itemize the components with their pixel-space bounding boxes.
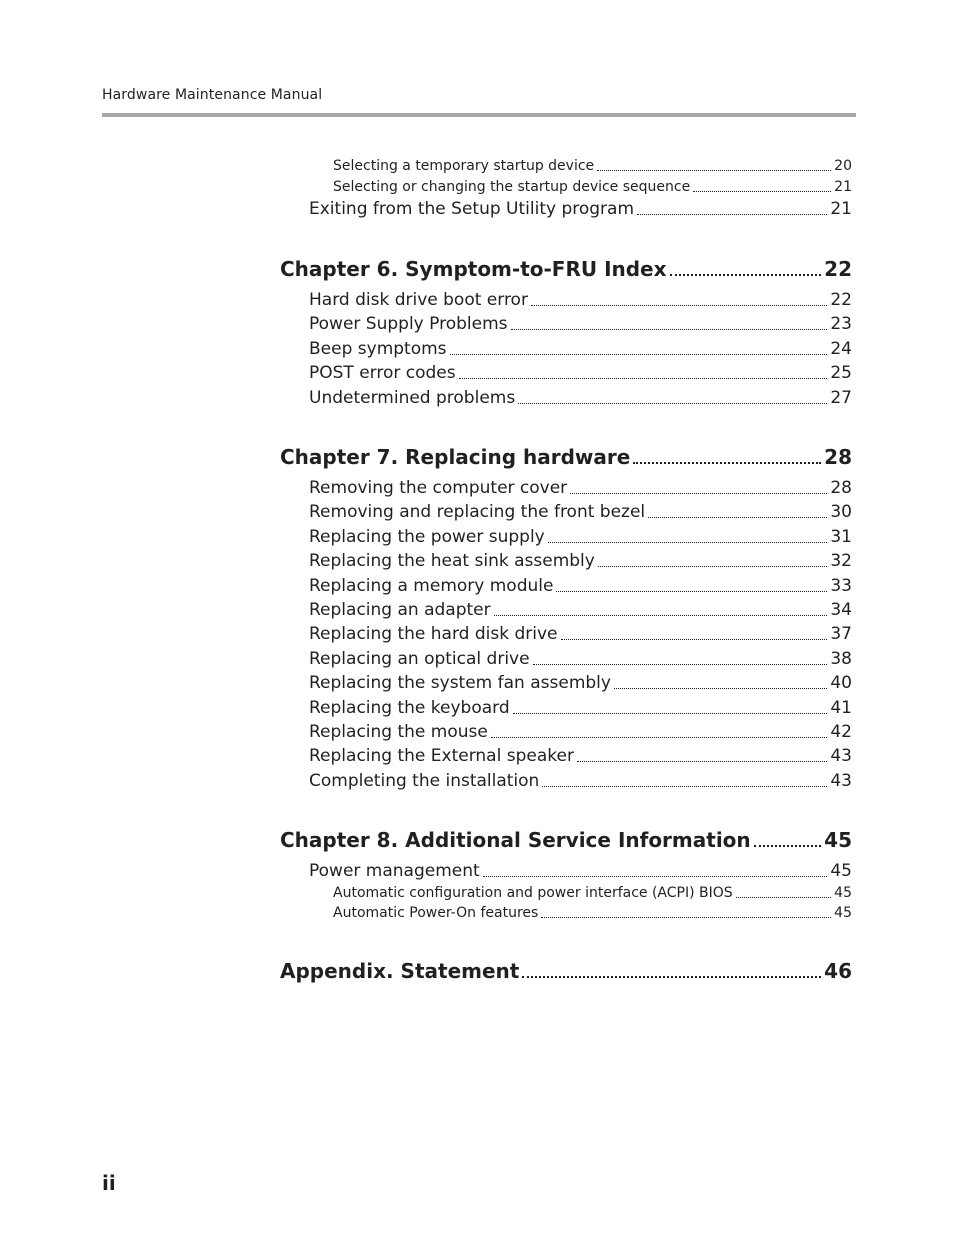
toc-entry-title: Automatic Power-On features [333, 905, 539, 921]
toc-entry-page: 43 [830, 771, 852, 791]
toc-entry[interactable] [309, 551, 852, 571]
dot-leader [548, 541, 828, 543]
toc-entry[interactable] [333, 885, 852, 901]
dot-leader [531, 304, 827, 306]
toc-entry-page: 31 [830, 527, 852, 547]
dot-leader [561, 638, 828, 640]
toc-entry-page: 34 [830, 600, 852, 620]
toc-entry[interactable] [309, 527, 852, 547]
toc-entry[interactable] [333, 158, 852, 174]
toc-entry-page: 43 [830, 746, 852, 766]
toc-entry-title: Completing the installation [309, 771, 540, 791]
toc-entry-title: Selecting or changing the startup device sequence [333, 179, 691, 195]
toc-entry-page: 27 [830, 388, 852, 408]
toc-entry-page: 30 [830, 502, 852, 522]
toc-entry-page: 28 [824, 445, 852, 469]
dot-leader [450, 353, 828, 355]
toc-entry[interactable] [333, 179, 852, 195]
toc-entry-title: Replacing the External speaker [309, 746, 574, 766]
toc-entry-title: Replacing a memory module [309, 576, 554, 596]
toc-entry-title: POST error codes [309, 363, 456, 383]
toc-entry-title: Replacing the keyboard [309, 698, 510, 718]
dot-leader [542, 785, 827, 787]
toc-entry[interactable] [309, 722, 852, 742]
header-rule [102, 113, 856, 117]
toc-entry-page: 21 [834, 179, 852, 195]
dot-leader [522, 975, 821, 978]
toc-entry-page: 21 [830, 199, 852, 219]
toc-entry-title: Selecting a temporary startup device [333, 158, 595, 174]
dot-leader [648, 516, 827, 518]
toc-chapter-entry[interactable] [280, 828, 852, 852]
dot-leader [513, 712, 828, 714]
toc-entry[interactable] [309, 478, 852, 498]
toc-entry-title: Replacing an adapter [309, 600, 491, 620]
dot-leader [614, 687, 827, 689]
toc-entry-title: Beep symptoms [309, 339, 447, 359]
toc-entry-title: Removing and replacing the front bezel [309, 502, 646, 522]
dot-leader [494, 614, 828, 616]
toc-entry[interactable] [309, 698, 852, 718]
toc-chapter-entry[interactable] [280, 959, 852, 983]
toc-entry-page: 20 [834, 158, 852, 174]
toc-entry[interactable] [309, 388, 852, 408]
toc-entry-page: 46 [824, 959, 852, 983]
toc-entry[interactable] [309, 314, 852, 334]
toc-entry-title: Replacing an optical drive [309, 649, 530, 669]
dot-leader [597, 169, 831, 171]
toc-entry[interactable] [309, 576, 852, 596]
toc-entry[interactable] [309, 502, 852, 522]
dot-leader [754, 844, 822, 847]
toc-entry-title: Chapter 7. Replacing hardware [280, 445, 631, 469]
toc-entry-page: 42 [830, 722, 852, 742]
toc-entry[interactable] [309, 339, 852, 359]
toc-entry-title: Appendix. Statement [280, 959, 520, 983]
toc-entry-title: Chapter 6. Symptom-to-FRU Index [280, 257, 667, 281]
toc-entry-page: 22 [830, 290, 852, 310]
toc-entry-title: Replacing the system fan assembly [309, 673, 611, 693]
toc-entry[interactable] [333, 905, 852, 921]
running-header: Hardware Maintenance Manual [102, 87, 323, 103]
dot-leader [511, 328, 828, 330]
toc-entry-page: 45 [830, 861, 852, 881]
toc-entry-title: Replacing the hard disk drive [309, 624, 558, 644]
toc-entry-page: 24 [830, 339, 852, 359]
toc-entry[interactable] [309, 649, 852, 669]
toc-chapter-entry[interactable] [280, 445, 852, 469]
dot-leader [541, 916, 831, 918]
toc-entry[interactable] [309, 861, 852, 881]
toc-entry-page: 32 [830, 551, 852, 571]
toc-entry-page: 33 [830, 576, 852, 596]
toc-entry-title: Replacing the power supply [309, 527, 545, 547]
toc-entry-title: Chapter 8. Additional Service Information [280, 828, 751, 852]
dot-leader [533, 663, 828, 665]
toc-entry-title: Power management [309, 861, 480, 881]
toc-entry[interactable] [309, 746, 852, 766]
dot-leader [598, 565, 828, 567]
toc-entry-page: 37 [830, 624, 852, 644]
toc-entry-page: 25 [830, 363, 852, 383]
toc-entry-page: 23 [830, 314, 852, 334]
dot-leader [518, 402, 827, 404]
toc-entry-title: Undetermined problems [309, 388, 516, 408]
toc-entry-page: 41 [830, 698, 852, 718]
dot-leader [491, 736, 828, 738]
dot-leader [736, 896, 832, 898]
toc-entry-title: Automatic configuration and power interface (ACPI) BIOS [333, 885, 733, 901]
toc-entry-page: 40 [830, 673, 852, 693]
toc-entry-page: 45 [834, 885, 852, 901]
toc-entry-page: 45 [834, 905, 852, 921]
toc-entry-title: Power Supply Problems [309, 314, 508, 334]
toc-entry-page: 38 [830, 649, 852, 669]
toc-entry-page: 45 [824, 828, 852, 852]
toc-entry[interactable] [309, 600, 852, 620]
dot-leader [459, 377, 828, 379]
toc-entry[interactable] [309, 290, 852, 310]
toc-entry-title: Replacing the mouse [309, 722, 488, 742]
toc-entry[interactable] [309, 673, 852, 693]
dot-leader [637, 213, 827, 215]
toc-entry[interactable] [309, 363, 852, 383]
toc-entry-page: 22 [824, 257, 852, 281]
dot-leader [577, 760, 827, 762]
dot-leader [570, 492, 827, 494]
dot-leader [633, 461, 821, 464]
toc-chapter-entry[interactable] [280, 257, 852, 281]
toc-entry-title: Exiting from the Setup Utility program [309, 199, 635, 219]
dot-leader [693, 190, 831, 192]
dot-leader [670, 273, 822, 276]
dot-leader [556, 590, 827, 592]
page-number: ii [102, 1171, 116, 1195]
toc-entry[interactable] [309, 771, 852, 791]
toc-entry-title: Hard disk drive boot error [309, 290, 528, 310]
toc-entry-page: 28 [830, 478, 852, 498]
toc-entry-title: Removing the computer cover [309, 478, 568, 498]
toc-entry-title: Replacing the heat sink assembly [309, 551, 595, 571]
toc-entry[interactable] [309, 199, 852, 219]
toc-entry[interactable] [309, 624, 852, 644]
dot-leader [483, 875, 828, 877]
